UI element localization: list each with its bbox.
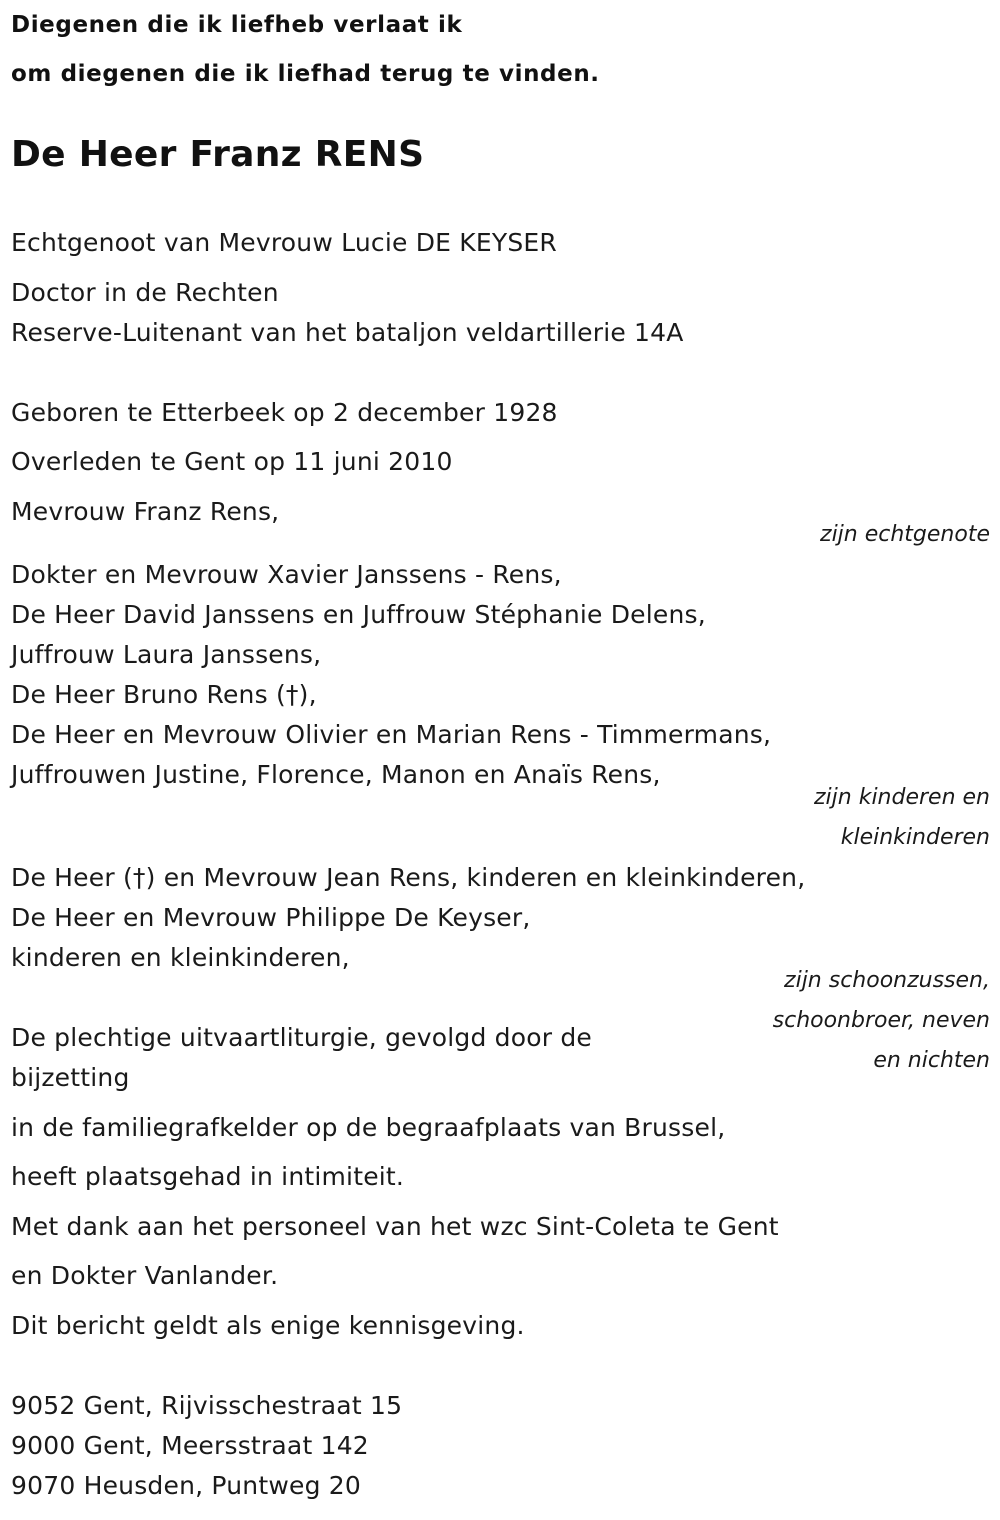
inlaws-relation-line-3: en nichten <box>873 1048 990 1073</box>
inlaws-relation-line-1: zijn schoonzussen, <box>784 968 990 993</box>
widow-relation: zijn echtgenote <box>820 522 990 547</box>
children-line-2: De Heer David Janssens en Juffrouw Stéphanie Delens, <box>11 600 706 629</box>
children-relation-line-2: kleinkinderen <box>840 825 990 850</box>
children-line-1: Dokter en Mevrouw Xavier Janssens - Rens, <box>11 560 562 589</box>
inlaws-relation-line-2: schoonbroer, neven <box>772 1008 990 1033</box>
address-line-3: 9070 Heusden, Puntweg 20 <box>11 1471 361 1500</box>
funeral-line-4: heeft plaatsgehad in intimiteit. <box>11 1162 405 1191</box>
inlaws-line-2: De Heer en Mevrouw Philippe De Keyser, <box>11 903 531 932</box>
notice-line: Dit bericht geldt als enige kennisgeving. <box>11 1311 525 1340</box>
died-line: Overleden te Gent op 11 juni 2010 <box>11 447 453 476</box>
funeral-line-3: in de familiegrafkelder op de begraafplaats van Brussel, <box>11 1113 726 1142</box>
children-line-5: De Heer en Mevrouw Olivier en Marian Rens - Timmermans, <box>11 720 772 749</box>
title-line-2: Reserve-Luitenant van het bataljon veldartillerie 14A <box>11 318 684 347</box>
motto-line-2: om diegenen die ik liefhad terug te vinden. <box>11 61 600 87</box>
address-line-2: 9000 Gent, Meersstraat 142 <box>11 1431 369 1460</box>
motto-line-1: Diegenen die ik liefheb verlaat ik <box>11 12 463 38</box>
children-line-6: Juffrouwen Justine, Florence, Manon en Anaïs Rens, <box>11 760 661 789</box>
funeral-line-1: De plechtige uitvaartliturgie, gevolgd door de <box>11 1023 592 1052</box>
born-line: Geboren te Etterbeek op 2 december 1928 <box>11 398 558 427</box>
inlaws-line-3: kinderen en kleinkinderen, <box>11 943 350 972</box>
funeral-line-2: bijzetting <box>11 1063 130 1092</box>
thanks-line-1: Met dank aan het personeel van het wzc Sint-Coleta te Gent <box>11 1212 779 1241</box>
inlaws-line-1: De Heer (†) en Mevrouw Jean Rens, kinderen en kleinkinderen, <box>11 863 806 892</box>
children-relation-line-1: zijn kinderen en <box>814 785 990 810</box>
children-line-3: Juffrouw Laura Janssens, <box>11 640 322 669</box>
thanks-line-2: en Dokter Vanlander. <box>11 1261 279 1290</box>
title-line-1: Doctor in de Rechten <box>11 278 279 307</box>
spouse-line: Echtgenoot van Mevrouw Lucie DE KEYSER <box>11 228 557 257</box>
children-line-4: De Heer Bruno Rens (†), <box>11 680 317 709</box>
widow-line: Mevrouw Franz Rens, <box>11 497 280 526</box>
address-line-1: 9052 Gent, Rijvisschestraat 15 <box>11 1391 403 1420</box>
deceased-name: De Heer Franz RENS <box>11 134 425 175</box>
